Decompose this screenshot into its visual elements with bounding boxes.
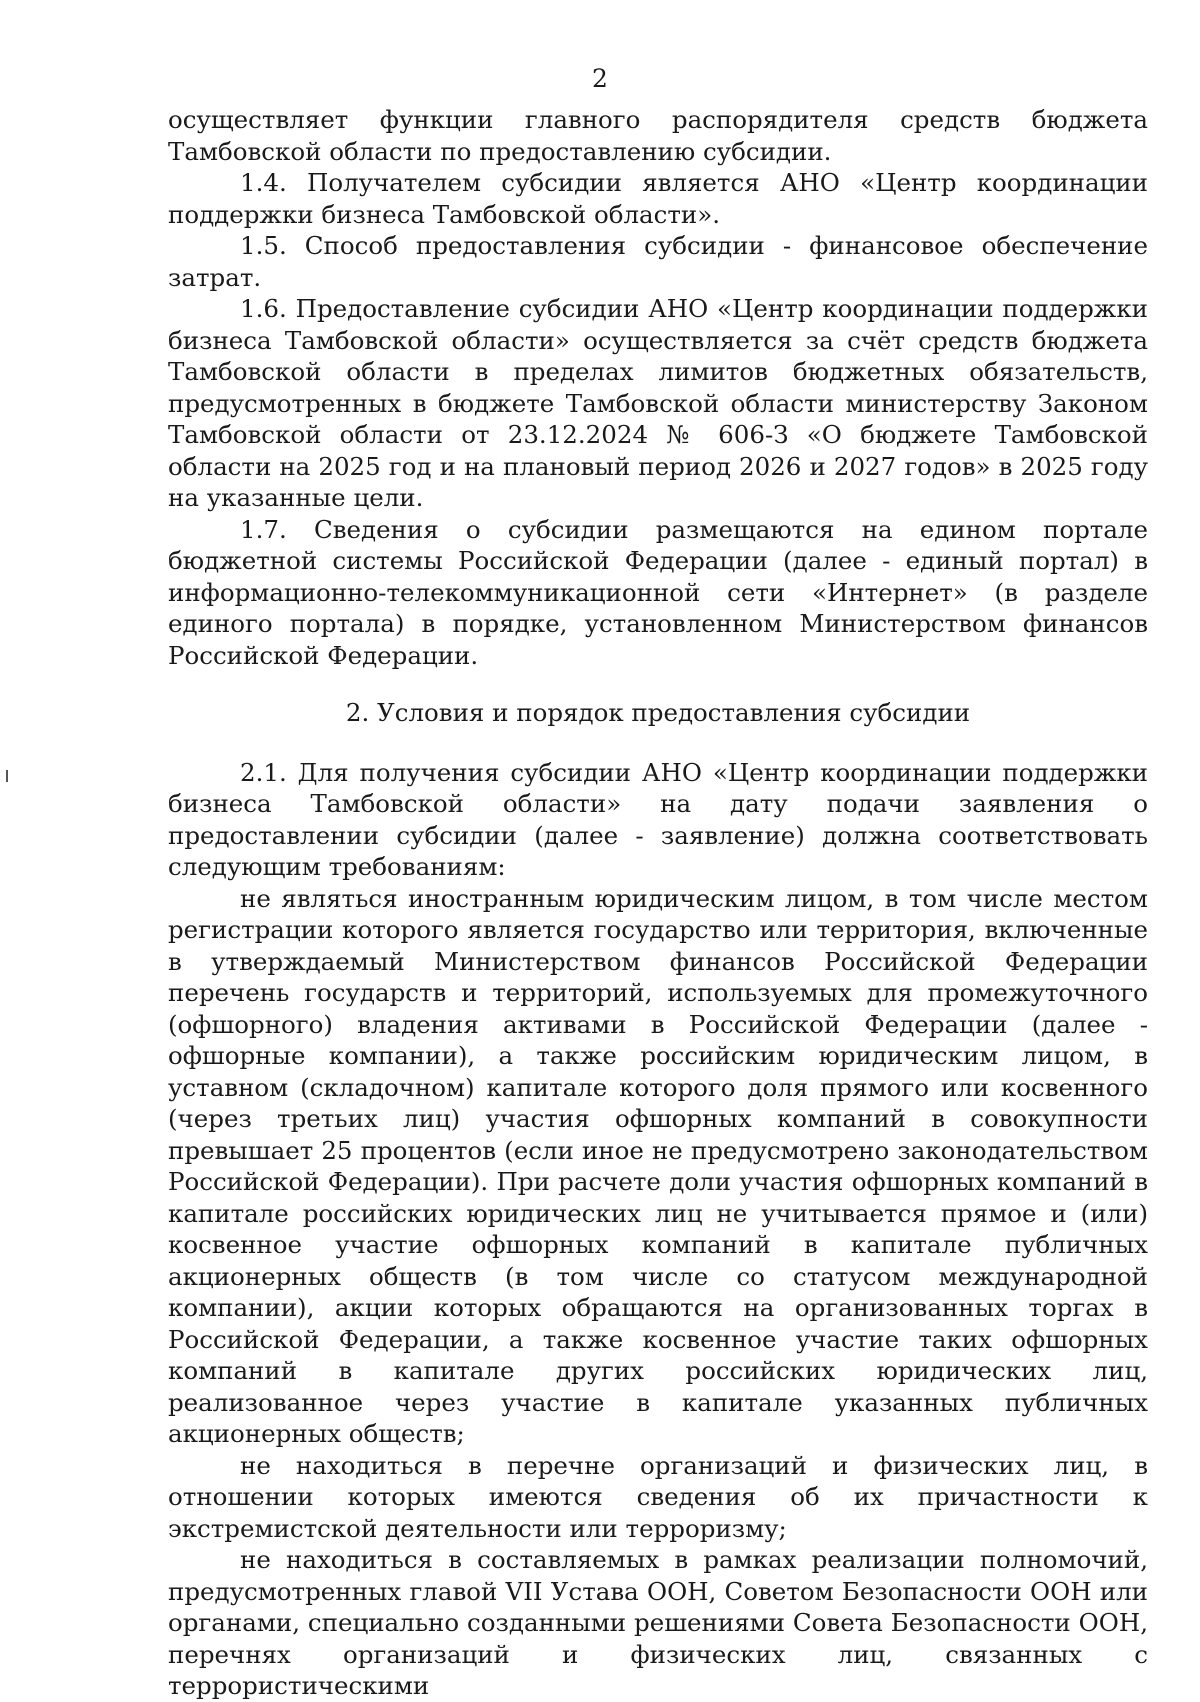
paragraph-1-4: 1.4. Получателем субсидии является АНО «Центр координации поддержки бизнеса Тамбовской области». xyxy=(168,168,1148,229)
section-heading: 2. Условия и порядок предоставления субсидии xyxy=(345,698,971,727)
paragraph-1-7: 1.7. Сведения о субсидии размещаются на едином портале бюджетной системы Российской Федерации (далее - единый портал) в информационно-телекоммуникационной сети «Интернет» (в разделе единого портала) в порядке, установленном Министерством финансов Российской Федерации. xyxy=(168,514,1148,670)
paragraph-1-5: 1.5. Способ предоставления субсидии - финансовое обеспечение затрат. xyxy=(168,231,1148,292)
paragraph-2-1: 2.1. Для получения субсидии АНО «Центр координации поддержки бизнеса Тамбовской области» на дату подачи заявления о предоставлении субсидии (далее - заявление) должна соответствовать следующим требованиям: xyxy=(168,757,1148,881)
requirement-offshore: не являться иностранным юридическим лицом, в том числе местом регистрации которого является государство или территория, включенные в утверждаемый Министерством финансов Российской Федерации перечень государств и территорий, используемых для промежуточного (офшорного) владения активами в Российской Федерации (далее - офшорные компании), а также российским юридическим лицом, в уставном (складочном) капитале которого доля прямого или косвенного (через третьих лиц) участия офшорных компаний в совокупности превышает 25 процентов (если иное не предусмотрено законодательством Российской Федерации). При расчете доли участия офшорных компаний в капитале российских юридических лиц не учитывается прямое и (или) косвенное участие офшорных компаний в капитале публичных акционерных обществ (в том числе со статусом международной компании), акции которых обращаются на организованных торгах в Российской Федерации, а также косвенное участие таких офшорных компаний в капитале других российских юридических лиц, реализованное через участие в капитале указанных публичных акционерных обществ; xyxy=(168,883,1148,1448)
requirement-extremism: не находиться в перечне организаций и физических лиц, в отношении которых имеются сведения об их причастности к экстремистской деятельности или терроризму; xyxy=(168,1450,1148,1543)
page-number: 2 xyxy=(592,64,608,93)
scan-margin-mark xyxy=(6,770,8,782)
requirement-un-lists: не находиться в составляемых в рамках реализации полномочий, предусмотренных главой VII Устава ООН, Советом Безопасности ООН или органами, специально созданными решениями Совета Безопасности ООН, перечнях организаций и физических лиц, связанных с террористическими xyxy=(168,1545,1148,1700)
document-body xyxy=(168,104,1148,1702)
paragraph-1-6: 1.6. Предоставление субсидии АНО «Центр координации поддержки бизнеса Тамбовской области» осуществляется за счёт средств бюджета Тамбовской области в пределах лимитов бюджетных обязательств, предусмотренных в бюджете Тамбовской области министерству Законом Тамбовской области от 23.12.2024 № 606-З «О бюджете Тамбовской области на 2025 год и на плановый период 2026 и 2027 годов» в 2025 году на указанные цели. xyxy=(168,294,1148,512)
paragraph-continuation: осуществляет функции главного распорядителя средств бюджета Тамбовской области по предоставлению субсидии. xyxy=(168,105,1148,166)
